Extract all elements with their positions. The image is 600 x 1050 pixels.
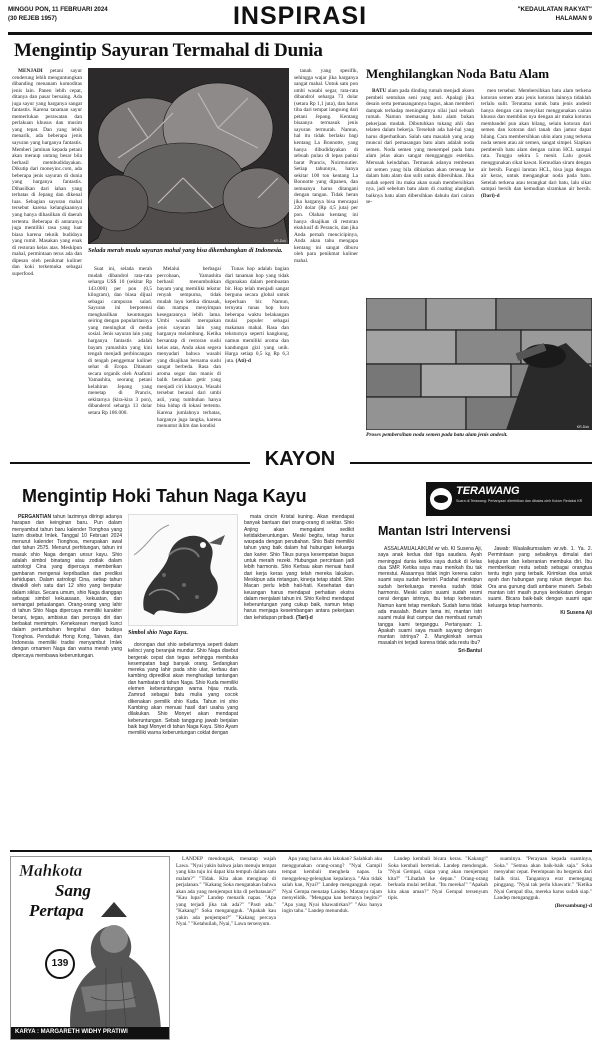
terawang-sig2: Ki Susena Aji [560,609,592,616]
article-dragon-col1 [12,514,122,844]
article-dragon-body3: mata cincin Kristal kuning. Akan mendapat banyak bantuan dari orang-orang di sekitar. Shio Anjing akan mengalami sedikit ketidakberuntungan. Meski begitu, tetap harus waspada dengan perubahan. Shio Babi memiliki tahun yang baik dalam hal hubungan keluarga dan karier. Shio Tikus punya kesempatan bagus untuk meraih rezeki. Hubungan percintaan jadi lebih harmonis. Shio Kerbau akan menuai hasil dari kerja keras yang telah mereka lakukan. Meskipun ada rintangan, kinerja tetap stabil. Shio Macan perlu lebih hati-hati. Kesehatan dan keuangan harus mendapat perhatian ekstra dalam menjalani tahun ini. Shio Kelinci mendapat keberuntungan yang cukup baik, namun tetap harus menjaga keseimbangan antara pekerjaan dan kehidupan pribadi. [244,514,354,621]
dragon-image [129,515,237,625]
terawang-label: TERAWANG [456,485,520,497]
serial-body2: Apa yang harus aku lakukan? Salahkah aku menggunakan orang-orang? "Nyai Gampil tempat kembali menghela napas. Ia menggeleng-gelengkan kepalanya. "Aku tidak salah kan, Nyai?" Landep mengangguk cepat. Nyai Gempa menatap Landep. Matanya tajam menyelidik. "Mengapa kau bertanya begitu?" "Apa yang Nyai khawatirkan?" "Aku hanya ingin tahu." Landep menunduk. [282,856,382,915]
masthead-page: HALAMAN 9 [555,15,592,22]
serial-col1 [176,856,276,1040]
serial-episode-badge [45,949,75,979]
serial-col4 [494,856,592,1040]
article-vegetables-col5 [225,266,289,436]
article-stone-col1 [366,88,474,293]
article-vegetables-col3 [157,266,221,436]
serial-author-bar [11,1027,170,1039]
serial-box [10,856,170,1040]
masthead-rule [8,32,592,35]
article-dragon-lead: PERGANTIAN [18,514,52,520]
lettuce-photo-caption: Selada merah muda sayuran mahal yang bisa dikembangkan di Indonesia. [88,247,283,254]
article-stone-col2 [481,88,591,293]
article-dragon-body1: tahun lazimnya diiringi adanya harapan dan keinginan baru. Pun dalam menyambut tahun baru kalender Tionghoa yang lazim disebut Imlek. Tanggal 10 Februari 2024 menurut kalender Tionghoa, merupakan awal dari tahun 2575. Menurut perhitungan, tahun ini masuk shio Naga dengan unsur kayu. Shio adalah simbol binatang atau zodiak dalam astrologi Cina yang dipercaya memberikan gambaran mengenai kepribadian dan prediksi kehidupan. Dalam astrologi Cina, setiap tahun diwakili oleh satu dari 12 shio yang berputar dalam siklus. Secara umum, shio Naga dianggap sebagai simbol kekuasaan, kekuatan, dan semangat petualangan. Orang-orang yang lahir di tahun Shio Naga dipercaya memiliki karakter berani, tegas, ambisius dan percaya diri dan berbakat memimpin. Kenekarean menjadi kunci dalam pertumbuhan fengshui dan budaya Tionghoa. Penduduk Hong Kong, Taiwan, dan Indonesia memiliki tradisi menyambut Imlek dengan ornamen Naga dan warna merah yang dipercaya membawa keberuntungan. [12,514,122,659]
article-vegetables-title: Mengintip Sayuran Termahal di Dunia [14,40,323,61]
stone-photo [366,298,592,430]
article-stone-title: Menghilangkan Noda Batu Alam [366,66,550,81]
lettuce-image [88,68,289,244]
terawang-body2: Jawab: Waalaikumsalam wr.wb. 1. Ya. 2. Permintaan yang sebaiknya dimulai dari kejujuran dan keberanian membuka diri. Ibu memberikan restu sebab sebagai orangtua tentu ingin yang terbaik. Kirimkan doa untuk ayah dan hubungan yang rukun dengan ibu. Ora ana gunung dadi ambane maneh. Sebab mantan istri masih punya kedekatan dengan suami. Bicara baik-baik dengan suami agar keluarga tetap harmonis. [488,546,592,609]
article-vegetables-col4b [294,68,358,436]
kayon-rule-left [10,462,250,464]
article-stone-sig: (Dari)-d [481,192,500,199]
terawang-col2 [488,546,592,844]
serial-col3 [388,856,488,1040]
article-vegetables-body5: Tunas hop adalah bagian dari tanaman hop yang tidak digunakan dalam pembuatan bir. Hop telah menjadi sangat berguna secara global untuk keperluan bir. Namun, ternyata tunas hop baru beberapa waktu belakangan mulai populer sebagai makanan mahal. Rasa dan teksturnya seperti kangkung, namun memiliki aroma dan kandungan gizi yang unik. Harga setiap 0,5 kg Rp 6,3 juta. [225,266,289,364]
stone-photo-caption: Proses pembersihan noda semen pada batu alam jenis andesit. [366,432,508,438]
serial-body4: suaminya. "Perayaan kepada suaminya, Soka." "Semua akan baik-baik saja." Soka menyahut cepat. Perempuan itu bergerak dari balik tirai. Tangannya erat memegang pinggang. "Nyai tak perlu khawatir." "Ketika Nyai Gempal tiba, mereka harus sudah siap." Landep mengangguk. [494,856,592,902]
serial-episode: 139 [51,958,69,969]
lettuce-photo-credit: KR-Dok [273,239,286,243]
serial-author: KARYA : MARGARETH WIDHY PRATIWI [15,1029,128,1035]
article-vegetables-sig: (Ati)-d [235,357,251,364]
terawang-logo [430,488,452,510]
terawang-box [426,482,592,516]
article-dragon-col2 [128,642,238,844]
masthead-hijri: (30 REJEB 1957) [8,15,57,22]
serial-body1: LANDEP mendongak, menatap wajah Lawa. "Nyai yakin bahwa jalan menuju tempat yang kita tuju ini dapat kita tempuh dalam satu malam?" "Tidak. Kita akan menginap di perjalanan." "Kakang Soka mengatakan bahwa akan ada yang menjemput kita di perbatasan?" "Kau lupa?" Landep menarik napas. "Apa yang terjadi jika tak ada?" "Pasti ada." "Kakang!" Soka mengangguk. "Apakah kau yakin ada penjemput?" "Kakang percaya Nyai." "Ketahuilah, Nyai," Lawa tersenyum. [176,856,276,928]
kayon-title: KAYON [264,448,336,470]
article-dragon-sig: (Tari)-d [296,614,313,621]
terawang-sig1: Sri-Bantul [458,647,482,654]
article-vegetables-body2: Suat ini, selada merah mudah dibandrol rata-rata seharga US$ 10 (sekitar Rp 143.000) per pon (0,5 kilogram), dan biasa dijual sebagai campuran salad. Sayuran ini berpotensi menghasilkan keuntungan seiring dengan popularitasnya yang meningkat di media sosial. Jenis sayuran lain yang harganya fantastis adalah bayam yamashita yang kini tengah menjadi perbincangan di tengah penggemar kuliner sehat di Eropa. Ditanam secara organik oleh Asafumi Yamashita, seorang petani kelahiran Jepang yang menetap di Prancis, sekitarnya (kira-kira 3 pon), dibanderol seharga 13 dolar setara Rp 186.000. [88,266,152,417]
serial-title-2: Sang [55,881,91,900]
article-stone-lead: BATU [372,88,387,94]
masthead [8,4,592,32]
article-dragon-col3 [244,514,354,844]
masthead-date: MINGGU PON, 11 FEBRUARI 2024 [8,6,108,13]
terawang-col1 [378,546,482,844]
article-dragon-title: Mengintip Hoki Tahun Naga Kayu [22,486,307,506]
lettuce-photo [88,68,289,244]
masthead-paper: "KEDAULATAN RAKYAT" [517,6,592,13]
article-vegetables-col1 [12,68,82,433]
serial-title-3: Pertapa [29,901,84,920]
article-vegetables-body1: petani sayur cenderung lebih menguntungkan dibanding menanam komoditas jenis lain. Panen lebih cepat, ditanya dan pasar bersaing. Ada juga sayur yang harganya sangat fantastis. Karena tanaman sayur memerlukan perawatan dan perlakuan khusus dan musim yang tepat. Dan yang lebih menarik, ada beberapa jenis sayuran yang harganya fantastis. Memberi jaminan kepada petani akan meraup untung besar bila berhasil membudidayakan. Dikutip dari moneyinc.com, ada beberapa jenis sayuran di dunia yang harganya fantastis. Dihasilkan dari lahan yang terbatas di Jepang dan dikenal luas. Sebagian sayuran mahal tersebut karena kelangkaannya yang hanya dihasilkan di daerah tertentu. Beberapa di antaranya juga memiliki rasa yang luar biasa karena teknik budidaya yang rumit. Masakan yang enak di restoran kelas atas. Meskipun mahal, permintaan terus ada dan dipesan oleh penikmat kuliner dan koki terkemuka sebagai superfood. [12,68,82,277]
article-vegetables-lead: MENJADI [18,68,43,74]
stone-photo-credit: KR-Dok [576,425,589,429]
terawang-sub: Suara di Terawang: Pertanyaan diterbitkan dan dibalas oleh Kolom Redaksi KR [456,499,583,503]
terawang-body1: ASSALAMUALAIKUM wr wb. KI Susena Aji, saya anak kedua dari tiga saudara. Ayah meninggal dunia ketika saya duduk di kelas dua SMP. Ketika saya mau menikah ibu tak merestui. Alasannya tidak ingin kerena calon suami saya sudah beristri. Padahal meskipun sudah berkeluarga mereka sudah tidak harmonis. Meski calon suami sudah resmi cerai dengan istrinya, ibu tetap keberatan. Namun kami tetap menikah. Sudah lama tidak ada masalah. Belum lama ini, mantan istri suami mulai ikut campur dan membuat rumah tangga kami terganggu. Pertanyaan: 1. Apakah suami saya masih sayang dengan mantan istrinya? 2. Mungkinkah semua masalah ini terjadi karena tidak ada restu ibu? [378,546,482,647]
article-stone-body1: alam pada dinding rumah menjadi aksen pembeli sentuhan seni yang asri. Apalagi jika desain serta pemasangannya bagus, akan memberi dampak terhadap meningkatnya nilai jual sebuah rumah. Namun memasang batu alam bukan pekerjaan mudah. Dibutuhkan tukang ahli dan telaten dalam bekerja. Tersebab ada hal-hal yang harus diperhatikan. Salah satu masalah yang acap muncul dari pemasangan batu alam adalah noda semen. Noda semen yang menempel pada batu alam jelas akan sangat mengganggu estetika. Merusak keindahan. Termasuk adanya rembesan air semen yang bila dibiarkan akan tersesap ke dalam batu alam dan sulit untuk dibersihkan. Jika sudah seperti itu maka akan susah membersihkan nya, jadi sebelum batu alam di coating alangkah baiknya batu alam dibersihkan dahulu dari cairan se- [366,88,474,206]
terawang-title: Mantan Istri Intervensi [378,524,511,538]
section-title: INSPIRASI [232,2,368,30]
article-vegetables-body4: tanah yang spesifik, sehingga wajar jika harganya sangat mahal. Untuk satu pon umbi wasabi segar, rata-rata dibandrol seharga 73 dolar (setara Rp 1,1 juta), dan harus tiba dari tempat langsung dari petani Jepang. Kentang bisaanya termasuk jenis sayuran termurah. Namun, hal itu tidak berlaku bagi kentang La Bonnotte, yang hanya dibudidayakan di sebuah pulau di lepas pantai barat Prancis, Noirmoutier. Setiap tahunnya, hanya sekitar 100 ton kentang La Bonnotte yang dipanen, dan semuanya harus ditangani dengan tangan. Tidak heran jika harganya bisa mencapai 220 dolar (Rp 4,5 juta) per pon. Olahan kentang ini hanya disajikan di restoran eksklusif di Perancis, dan jika Anda pernah mencicipinya, Anda akan tahu mengapa kentang ini sangat diburu oleh para penikmat kuliner mahal. [294,68,358,264]
serial-sig: (Bersambung)-d [554,902,592,909]
article-dragon-body2: dorongan dari shio sebelumnya seperti dalam kelinci yang beranjak mundur. Shio Naga disebut bergerak cepat dan tegas sehingga membuka kesempatan bagi banyak orang. Sedangkan mereka yang lahir pada shio ular, kerbau dan kambing diprediksi akan menghadapi tantangan dan hambatan di tahun Naga. Shio Kuda memiliki elemen keberuntungan warna hijau muda. Zamrud sebagai batu mulia yang cocok dikenakan pemilik shio Kuda. Tahun ini shio Kambing akan menuai hasil dari usaha yang dilakukan. Shio Monyet akan mendapat keberuntungan. Sebab tanggung jawab berjalan baik bagi Monyet di tahun Naga Kayu. Shio Ayam memiliki warna keberuntungan coklat dengan [128,642,238,737]
article-vegetables-body3: Melalui berbagai percobaan, Yamashita berhasil menumbuhkan bayam yang memiliki tekstur renyah sempurna, tidak mudah layu ketika dimasak, dan mampu menyimpan kesegarannya lebih lama. Umbi wasabi merupakan jenis sayuran lain yang harganya melambung. Ketika bersantap di restoran sushi kelas atas, Anda akan segera menyadari bahwa wasabi yang disajikan bersama sushi sangat berbeda. Rasa dan aroma segar dan manis di balik bentukan getir yang menjadi ciri khasnya. Wasabi tersebut berasal dari umbi asli, yang tumbuhan hanya bisa hidup di lokasi tertentu. Karena jumlahnya terbatas, harganya juga langka, karena menuntut iklim dan kondisi [157,266,221,430]
dragon-illustration [128,514,238,626]
serial-body3: Landep kembali bicara keras. "Kakang!" Soka kembali berteriak. Landep mendongak. "Nyai Gempal, siapa yang akan menjemput kita?" "Lihatlah ke depan." Orang-orang berkuda mulai terlihat. "Itu mereka!" "Apakah kita akan aman?" Nyai Gempal tersenyum tipis. [388,856,488,902]
serial-title-1: Mahkota [19,861,83,880]
article-vegetables-col2 [88,266,152,436]
dragon-caption: Simbol shio Naga Kayu. [128,630,189,636]
divider-bottom [10,850,592,852]
serial-col2 [282,856,382,1040]
kayon-rule-right [350,462,592,464]
stone-image [366,298,592,430]
article-stone-body2: men tersebut. Membersihkan batu alam terkena kotoran semen atau jenis kotoran lainnya tidaklah terlalu sulit. Terutama untuk batu jenis andesit hanya dengan cara menyikat menggunakan cairan khusus dan membilas nya dengan air maka kotoran membandel pun akan hilang, selain kotoran dari semen dan kotoran dari tanah dan jamur dapat hilang. Cara membersihkan ubin alam yang terkena noda semen atau air semen, sangat simpel. Siapkan pembersih batu alam dengan cairan HCL sampai rata. Tunggu sekira 5 menit. Lalu gosok menggunakan sikat kawat. Kemudian siram dengan air bersih. Fungsi larutan HCL, bisa juga dengan air keras, untuk mengangkat noda pada batu. Setelah terkena atau terangkat dari batu, lalu sikat sampai bersih dan kemudian siramkan air bersih. [481,88,591,193]
eye-icon [434,495,448,503]
